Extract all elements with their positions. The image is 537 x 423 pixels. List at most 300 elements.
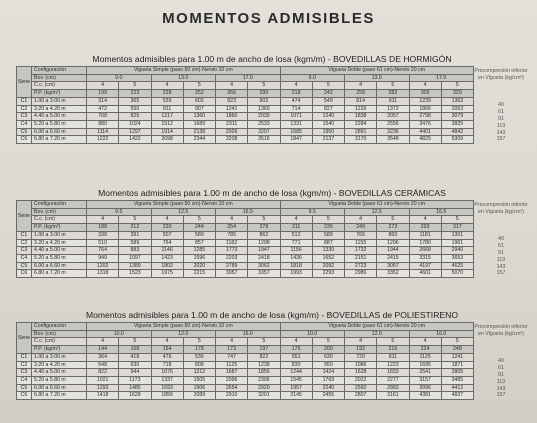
precompresion-value: 143 — [496, 385, 506, 392]
pp-value: 223 — [119, 90, 151, 98]
section-title: Momentos admisibles para 1.00 m de ancho de losa (kgm/m) - BOVEDILLAS de POLIESTIRENO — [85, 310, 459, 320]
moment-cell: 2455 — [312, 392, 344, 400]
moment-cell: 1114 — [87, 128, 119, 136]
config-cell: 1.00 a 3.00 m — [32, 231, 87, 239]
cc-value: 4 — [409, 82, 441, 90]
moment-cell: 2039 — [248, 113, 280, 121]
moment-cell: 1240 — [312, 113, 344, 121]
moment-cell: 589 — [183, 231, 215, 239]
precompresion-value: 40 — [498, 236, 504, 242]
moment-cell: 1217 — [151, 113, 183, 121]
cc-value: 5 — [377, 216, 409, 224]
moment-cell: 860 — [377, 231, 409, 239]
moment-cell: 811 — [151, 105, 183, 113]
bov-value: 16.5 — [409, 208, 474, 216]
moment-cell: 1540 — [312, 120, 344, 128]
moment-cell: 1337 — [151, 376, 183, 384]
moment-cell: 2883 — [377, 384, 409, 392]
moment-cell: 536 — [183, 353, 215, 361]
pp-value: 278 — [248, 224, 280, 232]
moment-cell: 3476 — [409, 120, 441, 128]
moment-cell: 1512 — [151, 120, 183, 128]
moment-cell: 1773 — [216, 247, 248, 255]
moment-cell: 1871 — [441, 361, 473, 369]
moment-cell: 2920 — [248, 384, 280, 392]
moment-cell: 3161 — [377, 392, 409, 400]
pp-value: 235 — [312, 224, 344, 232]
config-cell: 6.00 a 6.60 m — [32, 262, 87, 270]
pp-label: P.P. (kg/m²) — [32, 90, 87, 98]
moment-cell: 1628 — [119, 392, 151, 400]
moment-cell: 2053 — [441, 105, 473, 113]
moment-cell: 1860 — [216, 113, 248, 121]
moment-cell: 2668 — [409, 247, 441, 255]
cc-value: 4 — [216, 216, 248, 224]
pp-value: 329 — [441, 90, 473, 98]
moment-cell: 1301 — [441, 231, 473, 239]
table-wrap — [16, 322, 528, 400]
moment-cell: 2910 — [216, 392, 248, 400]
moment-cell: 4197 — [409, 262, 441, 270]
precompresion-value: 113 — [496, 122, 506, 129]
moment-cell: 2277 — [377, 376, 409, 384]
moment-cell: 1125 — [409, 353, 441, 361]
serie-cell: C2 — [17, 105, 32, 113]
pp-value: 242 — [312, 90, 344, 98]
bov-value: 16.0 — [216, 330, 281, 338]
precompresion-value: 157 — [496, 136, 506, 143]
config-cell: 4.40 a 5.00 m — [32, 113, 87, 121]
cc-value: 5 — [248, 338, 280, 346]
moment-cell: 1331 — [280, 120, 312, 128]
serie-cell: C6 — [17, 136, 32, 144]
config-cell: 5.20 a 5.80 m — [32, 376, 87, 384]
moment-cell: 2541 — [409, 369, 441, 377]
cc-value: 4 — [409, 216, 441, 224]
serie-cell: C1 — [17, 231, 32, 239]
precompresion-column — [474, 200, 528, 278]
moments-section-2 — [16, 188, 528, 278]
moment-cell: 1241 — [216, 105, 248, 113]
moment-cell: 2092 — [312, 262, 344, 270]
config-header: Configuración — [32, 201, 87, 209]
serie-cell: C3 — [17, 247, 32, 255]
moment-cell: 949 — [87, 254, 119, 262]
moment-cell: 1866 — [409, 105, 441, 113]
table-row — [17, 128, 474, 136]
config-cell: 4.40 a 5.00 m — [32, 369, 87, 377]
bov-label: Bov. (cm) — [32, 74, 87, 82]
moment-cell: 814 — [345, 97, 377, 105]
bov-value: 12.5 — [151, 208, 216, 216]
moment-cell: 549 — [312, 97, 344, 105]
moment-cell: 2098 — [151, 136, 183, 144]
moment-cell: 1389 — [119, 262, 151, 270]
config-cell: 5.20 a 5.80 m — [32, 120, 87, 128]
section-title: Momentos admisibles para 1.00 m de ancho de losa (kgm/m) - BOVEDILLAS DE HORMIGÓN — [92, 54, 452, 64]
cc-label: C.c. (cm) — [32, 338, 87, 346]
moment-cell: 1906 — [183, 384, 215, 392]
moment-cell: 822 — [248, 353, 280, 361]
moment-cell: 2891 — [345, 128, 377, 136]
moment-cell: 1239 — [409, 97, 441, 105]
bov-row — [17, 208, 474, 216]
moment-cell: 764 — [151, 239, 183, 247]
precompresion-value: 91 — [498, 115, 504, 122]
pp-value: 228 — [151, 90, 183, 98]
cc-value: 4 — [216, 82, 248, 90]
pp-value: 154 — [151, 346, 183, 354]
moment-cell: 1360 — [248, 105, 280, 113]
cc-value: 5 — [377, 82, 409, 90]
moment-cell: 944 — [119, 369, 151, 377]
vigueta-doble-header: Vigueta Doble (paso 61 cm)-Nervio 20 cm — [280, 323, 474, 331]
pp-value: 248 — [441, 346, 473, 354]
moment-cell: 1695 — [409, 361, 441, 369]
moment-cell: 3157 — [409, 376, 441, 384]
table-row — [17, 384, 474, 392]
moment-cell: 4842 — [441, 128, 473, 136]
moment-cell: 3352 — [377, 270, 409, 278]
cc-row — [17, 82, 474, 90]
pp-value: 173 — [216, 346, 248, 354]
serie-header: Serie — [17, 67, 32, 98]
moment-cell: 1732 — [345, 247, 377, 255]
pp-value: 293 — [409, 224, 441, 232]
moment-cell: 2145 — [280, 392, 312, 400]
moment-cell: 1957 — [280, 384, 312, 392]
moment-cell: 1802 — [151, 262, 183, 270]
moment-cell: 3825 — [441, 120, 473, 128]
cc-value: 5 — [312, 338, 344, 346]
cc-row — [17, 216, 474, 224]
cc-value: 5 — [441, 338, 473, 346]
pp-value: 266 — [216, 90, 248, 98]
moment-cell: 3485 — [441, 376, 473, 384]
bov-label: Bov. (cm) — [32, 208, 87, 216]
moment-cell: 880 — [87, 120, 119, 128]
moment-cell: 2654 — [216, 384, 248, 392]
moment-cell: 771 — [280, 239, 312, 247]
pp-value: 178 — [183, 346, 215, 354]
moment-cell: 2926 — [216, 128, 248, 136]
serie-cell: C4 — [17, 376, 32, 384]
moment-cell: 314 — [87, 97, 119, 105]
moment-cell: 4601 — [409, 270, 441, 278]
pp-label: P.P. (kg/m²) — [32, 346, 87, 354]
moment-cell: 747 — [216, 353, 248, 361]
moment-cell: 1423 — [151, 254, 183, 262]
table-row — [17, 105, 474, 113]
precompresion-value: 91 — [498, 371, 504, 378]
moment-cell: 2137 — [312, 136, 344, 144]
moment-cell: 3516 — [248, 136, 280, 144]
moments-table — [16, 66, 474, 144]
table-row — [17, 353, 474, 361]
cc-value: 5 — [183, 216, 215, 224]
pp-value: 305 — [409, 90, 441, 98]
moment-cell: 1156 — [280, 247, 312, 255]
moment-cell: 472 — [87, 105, 119, 113]
moment-cell: 1975 — [151, 270, 183, 278]
moment-cell: 1296 — [377, 239, 409, 247]
pp-value: 216 — [377, 346, 409, 354]
moment-cell: 1693 — [151, 384, 183, 392]
bov-value: 9.5 — [87, 208, 152, 216]
precompresion-value: 113 — [496, 378, 506, 385]
bov-value: 17.0 — [216, 74, 281, 82]
moment-cell: 630 — [119, 361, 151, 369]
moment-cell: 1125 — [216, 361, 248, 369]
moment-cell: 1360 — [183, 113, 215, 121]
moment-cell: 3357 — [248, 270, 280, 278]
precompresion-column — [474, 322, 528, 400]
moment-cell: 830 — [280, 361, 312, 369]
section-title: Momentos admisibles para 1.00 m de ancho de losa (kgm/m) - BOVEDILLAS CERÁMICAS — [98, 188, 446, 198]
bov-value: 9.0 — [280, 74, 345, 82]
moment-cell: 2284 — [345, 120, 377, 128]
cc-value: 5 — [312, 216, 344, 224]
moment-cell: 1628 — [345, 369, 377, 377]
cc-value: 4 — [87, 338, 119, 346]
moment-cell: 2151 — [345, 254, 377, 262]
serie-cell: C5 — [17, 384, 32, 392]
pp-label: P.P. (kg/m²) — [32, 224, 87, 232]
moment-cell: 1202 — [87, 262, 119, 270]
moment-cell: 2240 — [312, 384, 344, 392]
moment-cell: 1024 — [119, 120, 151, 128]
moment-cell: 548 — [87, 361, 119, 369]
moment-cell: 714 — [280, 105, 312, 113]
table-row — [17, 247, 474, 255]
cc-value: 5 — [248, 216, 280, 224]
cc-value: 4 — [345, 82, 377, 90]
pp-value: 252 — [183, 90, 215, 98]
moment-cell: 1914 — [151, 128, 183, 136]
moments-section-3 — [16, 310, 528, 400]
cc-value: 5 — [377, 338, 409, 346]
moment-cell: 2306 — [248, 376, 280, 384]
pp-value: 254 — [216, 224, 248, 232]
moment-cell: 907 — [183, 105, 215, 113]
cc-value: 4 — [151, 216, 183, 224]
table-row — [17, 270, 474, 278]
moment-cell: 3057 — [216, 270, 248, 278]
table-row — [17, 97, 474, 105]
moments-section-1 — [16, 54, 528, 144]
bov-value: 9.0 — [87, 74, 152, 82]
serie-header: Serie — [17, 201, 32, 232]
pp-value: 258 — [345, 90, 377, 98]
moment-cell: 474 — [280, 97, 312, 105]
table-wrap — [16, 66, 528, 144]
cc-value: 4 — [87, 82, 119, 90]
moment-cell: 764 — [87, 247, 119, 255]
moment-cell: 3653 — [441, 254, 473, 262]
moment-cell: 1146 — [151, 247, 183, 255]
cc-value: 4 — [87, 216, 119, 224]
moment-cell: 2418 — [248, 254, 280, 262]
moment-cell: 3996 — [409, 384, 441, 392]
cc-value: 4 — [345, 216, 377, 224]
moment-cell: 2556 — [377, 120, 409, 128]
cc-label: C.c. (cm) — [32, 216, 87, 224]
moment-cell: 2807 — [345, 392, 377, 400]
moment-cell: 2533 — [248, 120, 280, 128]
moment-cell: 2089 — [183, 392, 215, 400]
cc-value: 5 — [312, 82, 344, 90]
moment-cell: 2344 — [183, 136, 215, 144]
moment-cell: 1298 — [248, 239, 280, 247]
moment-cell: 1226 — [345, 105, 377, 113]
moment-cell: 602 — [183, 97, 215, 105]
moment-cell: 766 — [345, 231, 377, 239]
moment-cell: 811 — [377, 353, 409, 361]
bov-value: 13.0 — [151, 74, 216, 82]
serie-cell: C5 — [17, 262, 32, 270]
moment-cell: 823 — [216, 97, 248, 105]
pp-row — [17, 346, 474, 354]
moment-cell: 862 — [248, 231, 280, 239]
pp-value: 220 — [151, 224, 183, 232]
bov-value: 10.0 — [280, 330, 345, 338]
moment-cell: 2293 — [312, 270, 344, 278]
precompresion-value: 61 — [498, 108, 504, 115]
moment-cell: 1947 — [248, 247, 280, 255]
serie-cell: C2 — [17, 361, 32, 369]
table-row — [17, 376, 474, 384]
moment-cell: 476 — [151, 353, 183, 361]
cc-value: 5 — [119, 82, 151, 90]
moment-cell: 1222 — [87, 136, 119, 144]
moment-cell: 2805 — [441, 369, 473, 377]
precompresion-value: 143 — [496, 263, 506, 270]
moment-cell: 1372 — [377, 105, 409, 113]
bov-value: 9.5 — [280, 208, 345, 216]
cc-label: C.c. (cm) — [32, 82, 87, 90]
moment-cell: 1418 — [87, 392, 119, 400]
moment-cell: 1422 — [119, 136, 151, 144]
config-cell: 3.20 a 4.20 m — [32, 239, 87, 247]
vigueta-simple-header: Vigueta Simple (paso 50 cm)-Nervio 10 cm — [87, 323, 281, 331]
table-row — [17, 120, 474, 128]
moment-cell: 2560 — [345, 384, 377, 392]
moment-cell: 4625 — [441, 262, 473, 270]
cc-value: 4 — [151, 82, 183, 90]
moment-cell: 507 — [151, 231, 183, 239]
pp-value: 176 — [280, 346, 312, 354]
moment-cell: 1181 — [409, 231, 441, 239]
serie-cell: C6 — [17, 392, 32, 400]
cc-value: 5 — [441, 216, 473, 224]
config-cell: 6.00 a 6.60 m — [32, 384, 87, 392]
serie-cell: C1 — [17, 97, 32, 105]
table-row — [17, 361, 474, 369]
moment-cell: 1523 — [119, 270, 151, 278]
moment-cell: 1950 — [312, 128, 344, 136]
table-row — [17, 136, 474, 144]
pp-value: 200 — [312, 346, 344, 354]
moment-cell: 1689 — [183, 120, 215, 128]
moment-cell: 883 — [119, 247, 151, 255]
config-cell: 6.00 a 6.60 m — [32, 128, 87, 136]
moment-cell: 2138 — [183, 128, 215, 136]
pp-value: 192 — [345, 346, 377, 354]
moment-cell: 902 — [248, 97, 280, 105]
moment-cell: 4401 — [409, 128, 441, 136]
moment-cell: 1856 — [151, 392, 183, 400]
serie-cell: C3 — [17, 369, 32, 377]
vigueta-doble-header: Vigueta Doble (paso 61 cm)-Nervio 20 cm — [280, 201, 474, 209]
cc-value: 5 — [119, 216, 151, 224]
moment-cell: 827 — [312, 105, 344, 113]
moment-cell: 1993 — [280, 270, 312, 278]
moment-cell: 1182 — [216, 239, 248, 247]
precompresion-value: 61 — [498, 364, 504, 371]
moment-cell: 1780 — [409, 239, 441, 247]
moment-cell: 825 — [119, 113, 151, 121]
pp-value: 317 — [441, 224, 473, 232]
moment-cell: 2215 — [183, 270, 215, 278]
serie-cell: C4 — [17, 120, 32, 128]
moment-cell: 1097 — [119, 254, 151, 262]
precompresion-header: Precompresión inferior en Vigueta (kg/cm²) — [474, 68, 528, 81]
cc-value: 5 — [183, 82, 215, 90]
moment-cell: 1485 — [119, 384, 151, 392]
moment-cell: 887 — [312, 239, 344, 247]
table-row — [17, 392, 474, 400]
moment-cell: 822 — [87, 369, 119, 377]
cc-value: 4 — [216, 338, 248, 346]
moments-table — [16, 322, 474, 400]
moment-cell: 1330 — [312, 247, 344, 255]
moment-cell: 1436 — [280, 254, 312, 262]
bov-row — [17, 74, 474, 82]
moment-cell: 857 — [183, 239, 215, 247]
moment-cell: 1244 — [280, 369, 312, 377]
moment-cell: 1838 — [345, 113, 377, 121]
moment-cell: 4825 — [409, 136, 441, 144]
cc-value: 4 — [280, 338, 312, 346]
serie-header: Serie — [17, 323, 32, 354]
pp-value: 212 — [119, 224, 151, 232]
vigueta-doble-header: Vigueta Doble (paso 61 cm)-Nervio 20 cm — [280, 67, 474, 75]
pp-row — [17, 90, 474, 98]
pp-value: 188 — [87, 224, 119, 232]
moment-cell: 1685 — [280, 128, 312, 136]
moment-cell: 1318 — [87, 270, 119, 278]
moment-cell: 418 — [119, 353, 151, 361]
bov-value: 12.5 — [345, 208, 410, 216]
moment-cell: 2057 — [377, 113, 409, 121]
precompresion-value: 143 — [496, 129, 506, 136]
moment-cell: 785 — [216, 231, 248, 239]
moment-cell: 1505 — [183, 376, 215, 384]
page-title: MOMENTOS ADMISIBLES — [162, 10, 375, 27]
moment-cell: 2203 — [216, 254, 248, 262]
moment-cell: 2940 — [441, 247, 473, 255]
cc-value: 4 — [280, 216, 312, 224]
cc-value: 4 — [151, 338, 183, 346]
config-cell: 4.40 a 5.00 m — [32, 247, 87, 255]
table-row — [17, 369, 474, 377]
pp-value: 244 — [183, 224, 215, 232]
table-row — [17, 262, 474, 270]
bov-value: 13.0 — [345, 74, 410, 82]
moment-cell: 2986 — [345, 270, 377, 278]
config-cell: 1.00 a 3.00 m — [32, 97, 87, 105]
pp-value: 199 — [87, 90, 119, 98]
